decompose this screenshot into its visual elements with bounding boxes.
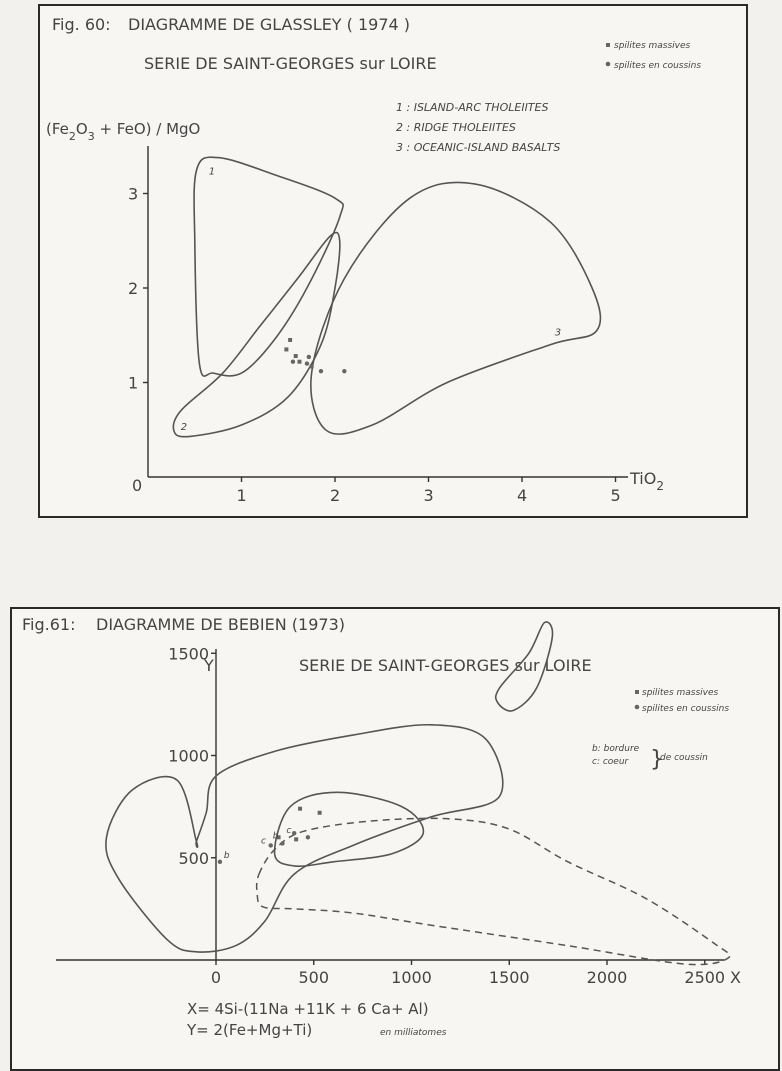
point-coussin xyxy=(291,360,295,364)
y-tick-label: 1 xyxy=(128,373,139,393)
figure-60-label: Fig. 60: xyxy=(52,15,111,34)
note-bordure: b: bordure xyxy=(592,744,640,754)
formula-y: Y= 2(Fe+Mg+Ti) xyxy=(187,1021,313,1039)
legend-coussins-marker xyxy=(606,62,611,67)
x-tick-label: 4 xyxy=(517,486,528,505)
field-2-outline xyxy=(173,232,339,436)
figure-60-ticks xyxy=(128,185,621,506)
x-tick-label: 1 xyxy=(236,486,247,505)
figure-60-fields-legend xyxy=(396,101,560,154)
legend-massives-marker xyxy=(606,43,610,47)
point-massive xyxy=(310,364,314,368)
x-tick-label: 2500 xyxy=(684,968,726,987)
x-tick-label: 3 xyxy=(423,486,434,505)
field-3-label: 3 xyxy=(554,327,562,339)
x-tick-label: 500 xyxy=(298,968,330,987)
point-coussin xyxy=(307,355,311,359)
point-massive xyxy=(297,360,301,364)
y-tick-label: 1000 xyxy=(168,746,209,766)
note-coeur: c: coeur xyxy=(592,757,629,767)
legend-coussins-marker xyxy=(635,705,640,710)
legend-coussins-label: spilites en coussins xyxy=(614,61,702,71)
point-coussin xyxy=(306,835,310,839)
figure-61-note xyxy=(592,744,708,772)
note-brace: } xyxy=(650,747,664,772)
figure-60-origin-label: 0 xyxy=(132,476,143,495)
figure-60-y-axis-label: $(Fe_2O_3 + FeO)$ / MgO xyxy=(46,120,201,143)
figure-61-subtitle: SERIE DE SAINT-GEORGES sur LOIRE xyxy=(299,656,592,675)
point-coussin xyxy=(280,841,284,845)
y-tick-label: 2 xyxy=(128,279,139,298)
figure-60-panel xyxy=(38,4,748,518)
field-legend-1: 1 : ISLAND-ARC THOLEIITES xyxy=(396,101,549,114)
glassley-diagram xyxy=(40,6,746,516)
field-legend-3: 3 : OCEANIC-ISLAND BASALTS xyxy=(396,141,561,154)
note-suffix: de coussin xyxy=(660,753,708,763)
figure-60-title: DIAGRAMME DE GLASSLEY ( 1974 ) xyxy=(128,15,411,34)
point-massive xyxy=(288,338,292,342)
y-tick-label: 1500 xyxy=(168,644,209,664)
legend-massives-label: spilites massives xyxy=(642,688,719,698)
point-massive xyxy=(284,347,288,351)
point-label: b xyxy=(223,850,230,861)
y-tick-label: 3 xyxy=(128,184,139,204)
legend-massives-marker xyxy=(635,690,639,694)
figure-61-panel xyxy=(10,607,780,1071)
point-coussin xyxy=(292,831,296,835)
legend-coussins-label: spilites en coussins xyxy=(642,704,730,714)
field-dashed-outline xyxy=(257,818,730,964)
point-massive xyxy=(294,354,298,358)
field-legend-2: 2 : RIDGE THOLEIITES xyxy=(396,121,516,134)
figure-61-points xyxy=(218,807,322,864)
figure-60-legend xyxy=(606,41,702,71)
x-tick-label: 0 xyxy=(210,968,222,987)
x-tick-label: 5 xyxy=(610,486,621,505)
x-tick-label: 1500 xyxy=(488,968,530,987)
field-outer-outline xyxy=(106,725,503,952)
point-massive xyxy=(298,807,302,811)
y-tick-label: 500 xyxy=(178,848,209,868)
point-massive xyxy=(294,837,298,841)
x-tick-label: 1000 xyxy=(391,968,432,987)
formula-x: X= 4Si-(11Na +11K + 6 Ca+ Al) xyxy=(187,1000,429,1018)
field-1-label: 1 xyxy=(208,166,216,178)
point-coussin xyxy=(269,843,273,847)
figure-60-x-axis-label: TiO$_2$ xyxy=(630,469,664,493)
figure-61-x-axis-label: X xyxy=(730,968,741,987)
point-massive xyxy=(318,811,322,815)
bebien-diagram xyxy=(12,609,778,1069)
field-3-outline xyxy=(311,182,601,434)
point-label: c xyxy=(260,836,266,847)
x-tick-label: 2 xyxy=(330,486,341,505)
point-label: b xyxy=(272,831,279,842)
figure-61-legend xyxy=(635,688,730,714)
point-coussin xyxy=(342,369,346,373)
figure-61-title: DIAGRAMME DE BEBIEN (1973) xyxy=(96,615,345,634)
x-tick-label: 2000 xyxy=(586,968,628,987)
point-coussin xyxy=(305,361,309,365)
formula-unit: en milliatomes xyxy=(380,1028,447,1038)
figure-60-subtitle: SERIE DE SAINT-GEORGES sur LOIRE xyxy=(144,54,437,73)
legend-massives-label: spilites massives xyxy=(614,41,691,51)
figure-60-fields xyxy=(173,157,600,437)
figure-61-label: Fig.61: xyxy=(22,615,76,634)
point-coussin xyxy=(218,860,222,864)
point-coussin xyxy=(319,369,323,373)
field-inner-outline xyxy=(272,792,424,866)
field-2-label: 2 xyxy=(180,421,188,433)
point-label: c xyxy=(286,826,292,837)
figure-61-y-axis-label: Y xyxy=(204,656,214,675)
